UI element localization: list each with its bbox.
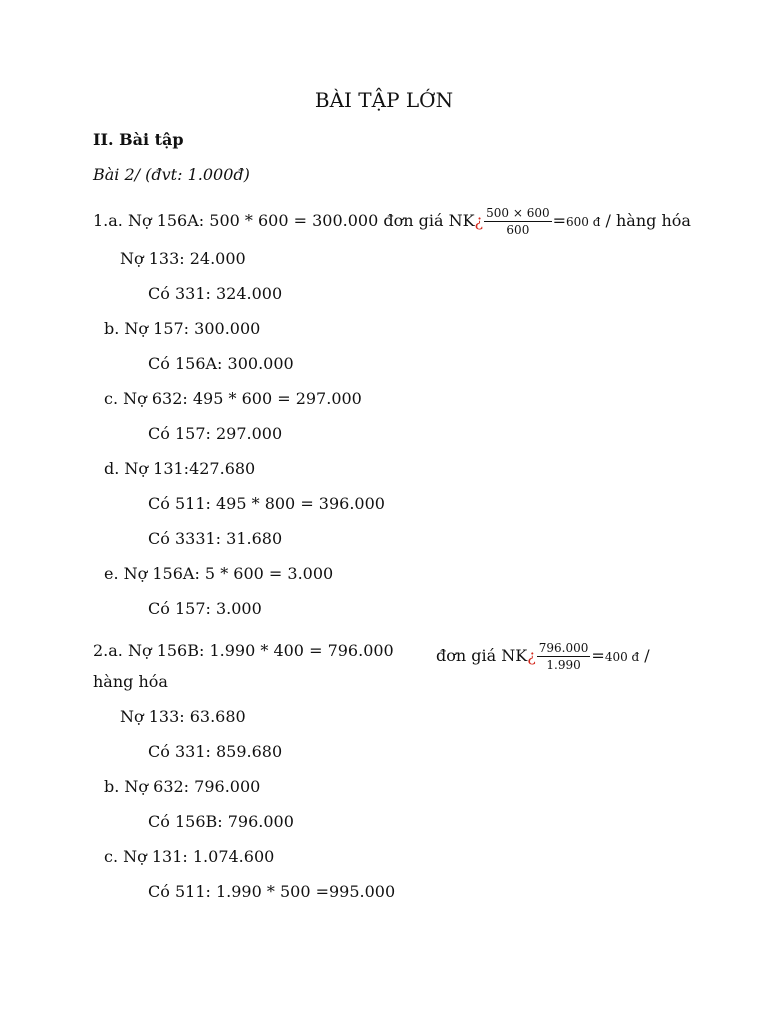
entry-2a-label: đơn giá NK [436,646,528,665]
entry-1a-text: 1.a. Nợ 156A: 500 * 600 = 300.000 đơn giá NK [93,211,475,230]
entry-1a-suffix: / hàng hóa [600,211,691,230]
exercise-subtitle: Bài 2/ (đvt: 1.000đ) [93,165,250,184]
ledger-line: Có 331: 324.000 [148,284,283,303]
entry-2a [93,641,394,661]
entry-1a-result: 600 đ [566,215,601,229]
entry-1a-numerator: 500 × 600 [486,206,550,220]
entry-1a-equals: = [552,211,567,230]
entry-2a-numerator: 796.000 [538,641,589,655]
ledger-line: b. Nợ 157: 300.000 [104,319,261,338]
ledger-line: b. Nợ 632: 796.000 [104,777,261,796]
document-title: BÀI TẬP LỚN [314,88,454,112]
entry-2a-text: 2.a. Nợ 156B: 1.990 * 400 = 796.000 [93,641,394,660]
ledger-line: Nợ 133: 63.680 [120,707,246,726]
entry-2a-mark: ¿ [527,646,536,665]
ledger-line: Có 156B: 796.000 [148,812,294,831]
entry-2a-suffix: / [639,646,650,665]
ledger-line: Có 511: 495 * 800 = 396.000 [148,494,385,513]
entry-1a [93,206,691,237]
entry-2a-unit-price [436,641,650,672]
entry-1a-denominator: 600 [506,223,530,237]
ledger-line: c. Nợ 131: 1.074.600 [104,847,275,866]
ledger-line: e. Nợ 156A: 5 * 600 = 3.000 [104,564,334,583]
ledger-line: Có 3331: 31.680 [148,529,283,548]
ledger-line: Nợ 133: 24.000 [120,249,246,268]
entry-2a-continuation: hàng hóa [93,672,168,691]
ledger-line: Có 156A: 300.000 [148,354,294,373]
entry-1a-fraction [484,206,552,237]
entry-2a-equals: = [591,646,605,665]
ledger-line: Có 157: 3.000 [148,599,262,618]
entry-2a-result: 400 đ [604,650,640,664]
ledger-line: d. Nợ 131:427.680 [104,459,256,478]
ledger-line: c. Nợ 632: 495 * 600 = 297.000 [104,389,362,408]
entry-1a-mark: ¿ [474,211,484,230]
entry-2a-denominator: 1.990 [546,658,581,672]
ledger-line: Có 157: 297.000 [148,424,283,443]
entry-2a-fraction [537,641,591,672]
ledger-line: Có 511: 1.990 * 500 =995.000 [148,882,396,901]
section-heading: II. Bài tập [93,130,184,149]
ledger-line: Có 331: 859.680 [148,742,283,761]
